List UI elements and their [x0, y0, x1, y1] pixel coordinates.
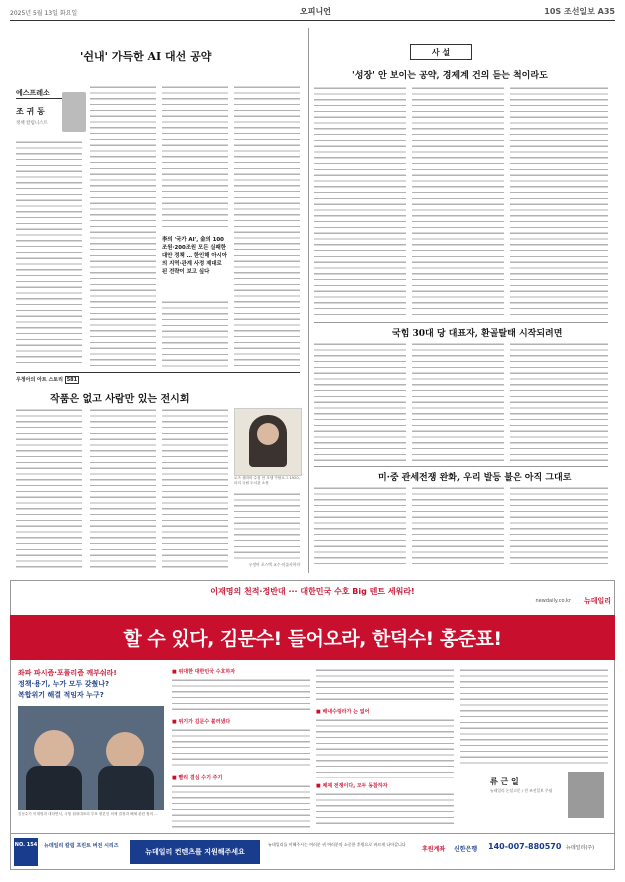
page-header	[10, 4, 615, 21]
portrait-face	[257, 423, 279, 445]
art-body-d	[234, 492, 300, 560]
editorial1-body-c	[510, 86, 608, 318]
columnist-name: 류 근 일	[490, 777, 519, 786]
ad-col-2	[316, 668, 454, 826]
ad-headline: 할 수 있다, 김문수! 들어오라, 한덕수! 홍준표!	[123, 628, 502, 650]
column1-body-b	[90, 85, 156, 368]
art-body-b	[90, 408, 156, 568]
column1-body-a	[16, 140, 82, 368]
issue-number: NO. 154	[14, 838, 38, 866]
ad-col-3	[460, 668, 608, 768]
ad-col-1	[172, 668, 310, 826]
editorial1-body-b	[412, 86, 504, 318]
page-number: 10S 조선일보 A35	[544, 7, 615, 16]
author-role: 정책 칼럼니스트	[16, 121, 48, 126]
editorial-label: 사 설	[410, 44, 472, 60]
art-author: 우정아 포스텍 교수·미술사학자	[248, 562, 300, 567]
ad-point-3: ■ 체제 전쟁이다, 모두 동참하자	[316, 783, 388, 789]
editorial3-body-c	[510, 486, 608, 568]
person-right-suit	[98, 766, 154, 810]
series-rule	[16, 98, 66, 99]
ad-q1: 좌파 파시즘·포퓰리즘 깨부숴라!	[18, 669, 117, 677]
editorial-title-2: 국힘 30대 당 대표자, 환골탈태 시작되려면	[392, 329, 563, 339]
ad-point-0: ■ 위대한 대한민국 수호하자	[172, 669, 236, 675]
editorial3-body-a	[314, 486, 406, 568]
column1-body-c	[162, 85, 228, 230]
editorial-rule-1	[314, 322, 608, 323]
editorial2-body-b	[412, 342, 504, 462]
ad-col-2-text-c	[316, 792, 454, 828]
author-name: 조 귀 동	[16, 107, 45, 116]
art-image	[234, 408, 302, 476]
ad-col-2-text-b	[316, 718, 454, 778]
column1-body-d	[162, 300, 228, 368]
column-series: 에스프레소	[16, 89, 50, 97]
date-line: 2025년 5월 13일 화요일	[10, 10, 78, 17]
ad-photo-caption: 김문수가 이재명과 대하면서, 국힘 원내대표의 투표 변론인 의제 결정과 해체 관련 합의 ...	[18, 812, 158, 816]
ad-top-line: 이재명의 천적·정반대 ··· 대한민국 수호 Big 텐트 세워라!	[210, 587, 415, 596]
column-divider	[308, 28, 309, 573]
editorial-title-1: '성장' 안 보이는 공약, 경제계 건의 듣는 척이라도	[352, 71, 548, 81]
section-name: 오피니언	[300, 7, 331, 16]
person-right-face	[106, 732, 144, 770]
person-left-face	[34, 730, 74, 770]
ad-columnist	[460, 772, 608, 822]
ad-col-1-text-a	[172, 678, 310, 714]
ad-point-2: ■ 빨리 결심 수기 주기	[172, 775, 223, 781]
ad-photo	[18, 706, 164, 810]
ad-q3: 복합위기 해결 적임자 누구?	[18, 691, 104, 699]
columnist-role: 뉴데일리 논설고문 / 전 조선일보 주필	[490, 788, 553, 793]
art-caption: 로즈 셀라비 수집 안 모델 카탈로그 1920, 파리 국립 도서관 소장	[234, 476, 300, 485]
editorial2-body-a	[314, 342, 406, 462]
editorial-title-3: 미·중 관세전쟁 완화, 우리 발등 불은 아직 그대로	[378, 473, 572, 483]
ad-top	[14, 586, 611, 610]
art-story-rule	[16, 372, 300, 373]
support-text: 뉴데일리를 이해주시는 여러분 귀 여러분의 소중한 후원으로 바르게 나아갑니다	[268, 842, 406, 847]
account-label: 후원계좌	[422, 846, 446, 853]
ad-bottom-bar	[10, 833, 615, 871]
ad-questions	[18, 668, 168, 701]
ad-q2: 정책·용기, 누가 모두 갖췄나?	[18, 680, 110, 688]
column1-body-e	[234, 85, 300, 368]
account-owner: 뉴데일리(주)	[566, 845, 595, 851]
column-title: '쉰내' 가득한 AI 대선 공약	[80, 50, 212, 63]
support-banner[interactable]: 뉴데일리 컨텐츠를 지원해주세요	[130, 840, 260, 864]
art-title: 작품은 없고 사람만 있는 전시회	[50, 394, 190, 405]
art-body-c	[162, 408, 228, 568]
ad-col-1-text-c	[172, 784, 310, 828]
editorial-rule-2	[314, 466, 608, 467]
art-body-a	[16, 408, 82, 568]
pullquote: 李의 '국가 AI', 金의 100조원·200조원 모든 실패한 대안 정책 … 한인해 아시아의 지역·관계 사정 제대로 된 전략이 보고 싶다	[162, 237, 227, 275]
columnist-photo	[568, 772, 604, 818]
art-series: 우정아의 아트 스토리 581	[16, 377, 78, 383]
author-photo	[62, 92, 86, 132]
editorial2-body-c	[510, 342, 608, 462]
account-number: 140-007-880570	[488, 842, 562, 851]
ad-brand: 뉴데일리	[583, 597, 611, 605]
bottom-brand: 뉴데일리 칼럼 프린트 버전 시리즈	[44, 843, 119, 849]
ad-col-2-text-a	[316, 668, 454, 704]
editorial3-body-b	[412, 486, 504, 568]
ad-col-3-text	[460, 668, 608, 768]
ad-point-1: ■ 위기가 김문수 불러냈다	[172, 719, 231, 725]
bank-name: 신한은행	[454, 846, 478, 853]
ad-col-1-text-b	[172, 728, 310, 770]
editorial1-body-a	[314, 86, 406, 318]
person-left-suit	[26, 766, 82, 810]
ad-site: newdaily.co.kr	[535, 598, 571, 604]
ad-headline-banner	[10, 615, 615, 660]
ad-point-4: ■ 배내수렁라가 는 없어	[316, 709, 370, 715]
